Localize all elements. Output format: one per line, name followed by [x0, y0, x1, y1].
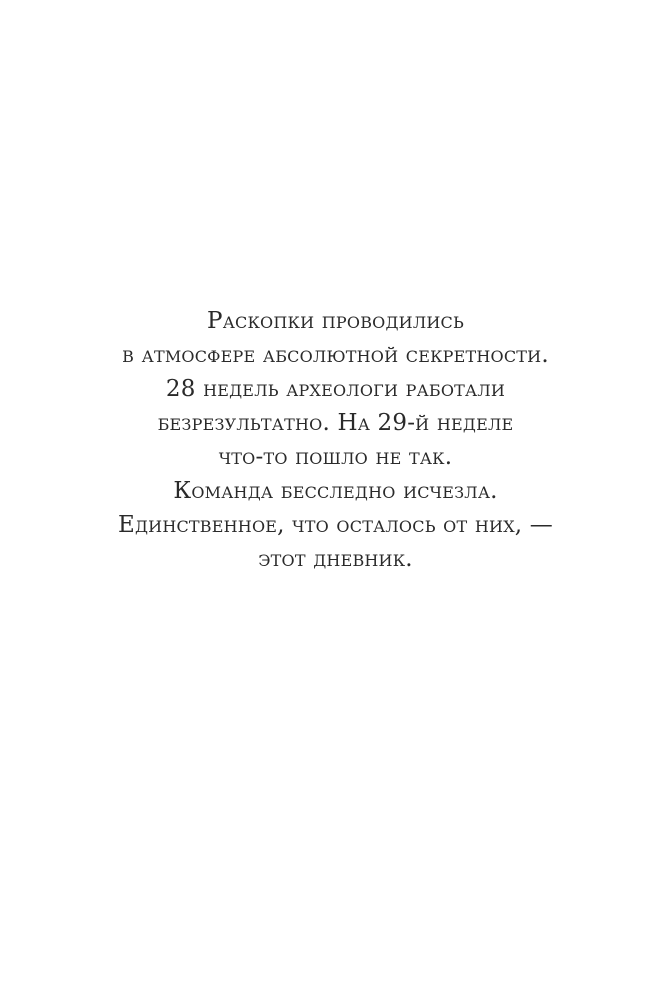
epigraph-line: Команда бесследно исчезла.: [173, 478, 498, 504]
epigraph-line: 28 недель археологи работали: [165, 376, 506, 402]
epigraph-text: [0, 304, 671, 576]
epigraph-line: безрезультатно. На 29-й неделе: [157, 410, 514, 436]
epigraph-line: что-то пошло не так.: [218, 444, 453, 470]
epigraph-line: в атмосфере абсолютной секретности.: [122, 342, 549, 368]
epigraph-line: этот дневник.: [258, 546, 413, 572]
epigraph-line: Единственное, что осталось от них, —: [117, 512, 554, 538]
epigraph-line: Раскопки проводились: [207, 308, 464, 334]
